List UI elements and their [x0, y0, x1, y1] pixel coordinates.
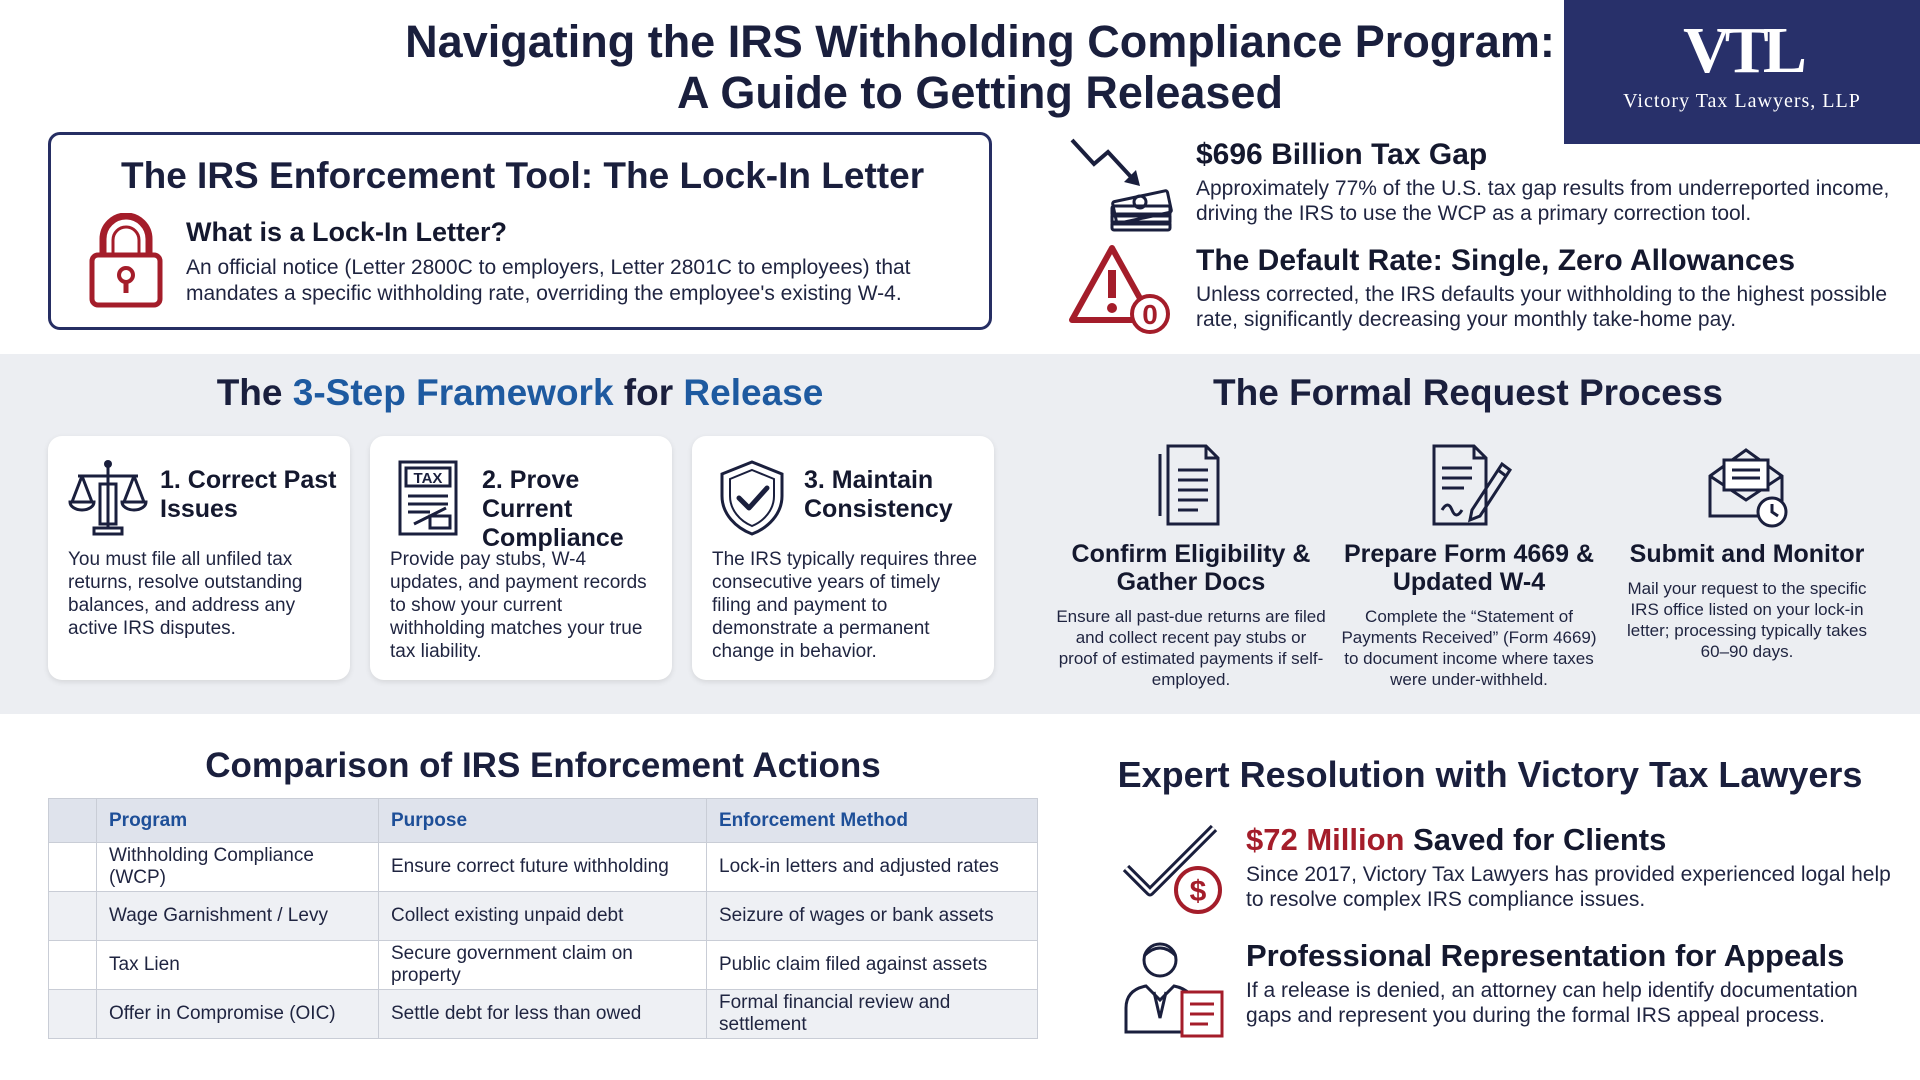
- process-step-eligibility: [1056, 440, 1326, 690]
- page-title-line-2: A Guide to Getting Released: [677, 67, 1283, 118]
- step-1-text: You must file all unfiled tax returns, resolve outstanding balances, and address any active IRS disputes.: [68, 549, 303, 639]
- form-pen-icon: [1424, 440, 1514, 530]
- page-title: [360, 16, 1600, 118]
- table-cell-purpose: Collect existing unpaid debt: [379, 892, 707, 941]
- expert-savings: [1120, 822, 1910, 942]
- svg-text:$: $: [1189, 875, 1207, 908]
- padlock-icon: [89, 213, 163, 309]
- table-cell-program: Withholding Compliance (WCP): [97, 843, 379, 892]
- expert-appeals: [1120, 938, 1910, 1058]
- tax-form-icon: [390, 458, 470, 538]
- stat-default-rate-text: Unless corrected, the IRS defaults your withholding to the highest possible rate, significantly decreasing your monthly take-home pay.: [1196, 283, 1888, 331]
- scales-icon: [68, 458, 148, 538]
- step-card-prove-compliance: [370, 436, 672, 680]
- process-step-1-title: Confirm Eligibility & Gather Docs: [1071, 540, 1311, 596]
- table-row: [49, 892, 1038, 941]
- table-row: [49, 843, 1038, 892]
- expert-appeals-title: Professional Representation for Appeals: [1246, 938, 1845, 973]
- stat-default-rate-title: The Default Rate: Single, Zero Allowances: [1196, 244, 1796, 277]
- stat-tax-gap: [1068, 134, 1908, 244]
- lock-in-card-heading: The IRS Enforcement Tool: The Lock-In Letter: [121, 155, 925, 196]
- svg-text:0: 0: [1142, 299, 1158, 330]
- logo-mark: VTL: [1683, 14, 1801, 87]
- expert-savings-text: Since 2017, Victory Tax Lawyers has provided experienced logal help to resolve complex IRS compliance issues.: [1246, 863, 1891, 911]
- step-1-title: 1. Correct Past Issues: [160, 466, 337, 523]
- table-cell-program: Tax Lien: [97, 941, 379, 990]
- table-cell-purpose: Ensure correct future withholding: [379, 843, 707, 892]
- comparison-table: [48, 798, 1038, 1039]
- firm-logo: [1564, 0, 1920, 144]
- framework-title: The 3-Step Framework for Release: [216, 372, 824, 413]
- money-down-arrow-icon: [1068, 134, 1180, 234]
- attorney-document-icon: [1120, 938, 1230, 1038]
- step-3-title: 3. Maintain Consistency: [804, 466, 953, 523]
- process-title: The Formal Request Process: [1213, 372, 1723, 413]
- table-header-row: [49, 799, 1038, 843]
- process-step-2-text: Complete the “Statement of Payments Received” (Form 4669) to document income where taxes were under-withheld.: [1341, 607, 1597, 689]
- table-cell-purpose: Secure government claim on property: [379, 941, 707, 990]
- table-row: [49, 941, 1038, 990]
- table-cell-purpose: Settle debt for less than owed: [379, 990, 707, 1039]
- shield-check-icon: [712, 458, 792, 538]
- stat-tax-gap-text: Approximately 77% of the U.S. tax gap results from underreported income, driving the IRS to use the WCP as a primary correction tool.: [1196, 177, 1890, 225]
- table-cell-program: Offer in Compromise (OIC): [97, 990, 379, 1039]
- check-dollar-icon: [1120, 822, 1230, 922]
- envelope-clock-icon: [1702, 440, 1792, 530]
- lock-in-description: An official notice (Letter 2800C to employers, Letter 2801C to employees) that mandates a specific withholding rate, overriding the employee's existing W-4.: [186, 256, 911, 305]
- expert-appeals-text: If a release is denied, an attorney can help identify documentation gaps and represent you during the formal IRS appeal process.: [1246, 979, 1858, 1027]
- step-2-title: 2. Prove Current Compliance: [482, 466, 624, 552]
- stat-tax-gap-title: $696 Billion Tax Gap: [1196, 138, 1488, 171]
- step-card-maintain-consistency: [692, 436, 994, 680]
- lock-in-letter-card: [48, 132, 992, 330]
- column-header-purpose: Purpose: [379, 799, 707, 843]
- expert-title: Expert Resolution with Victory Tax Lawyers: [1117, 754, 1863, 795]
- process-step-2-title: Prepare Form 4669 & Updated W-4: [1343, 540, 1595, 596]
- process-step-1-text: Ensure all past-due returns are filed and collect recent pay stubs or proof of estimated payments if self-employed.: [1056, 607, 1326, 689]
- process-step-3-text: Mail your request to the specific IRS office listed on your lock-in letter; processing typically takes 60–90 days.: [1627, 579, 1867, 661]
- stat-default-rate: [1068, 240, 1908, 350]
- expert-savings-title: $72 Million Saved for Clients: [1246, 822, 1667, 857]
- tax-icon-label: TAX: [413, 470, 443, 487]
- comparison-title: Comparison of IRS Enforcement Actions: [205, 746, 881, 785]
- lock-in-subheading: What is a Lock-In Letter?: [186, 217, 508, 247]
- step-3-text: The IRS typically requires three consecutive years of timely filing and payment to demonstrate a permanent change in behavior.: [712, 549, 978, 662]
- table-cell-method: Formal financial review and settlement: [707, 990, 1038, 1039]
- table-cell-method: Public claim filed against assets: [707, 941, 1038, 990]
- table-row: [49, 990, 1038, 1039]
- logo-firm-name: Victory Tax Lawyers, LLP: [1623, 90, 1861, 112]
- step-2-text: Provide pay stubs, W-4 updates, and payment records to show your current withholding matches your true tax liability.: [390, 549, 647, 662]
- table-cell-method: Seizure of wages or bank assets: [707, 892, 1038, 941]
- process-step-form-4669: [1334, 440, 1604, 690]
- step-card-correct-past-issues: [48, 436, 350, 680]
- process-step-submit: [1612, 440, 1882, 662]
- table-cell-program: Wage Garnishment / Levy: [97, 892, 379, 941]
- warning-zero-icon: [1068, 240, 1180, 340]
- column-header-program: Program: [97, 799, 379, 843]
- page-title-line-1: Navigating the IRS Withholding Compliance Program:: [405, 16, 1555, 67]
- process-step-3-title: Submit and Monitor: [1629, 540, 1865, 568]
- document-icon: [1146, 440, 1236, 530]
- column-header-enforcement-method: Enforcement Method: [707, 799, 1038, 843]
- table-cell-method: Lock-in letters and adjusted rates: [707, 843, 1038, 892]
